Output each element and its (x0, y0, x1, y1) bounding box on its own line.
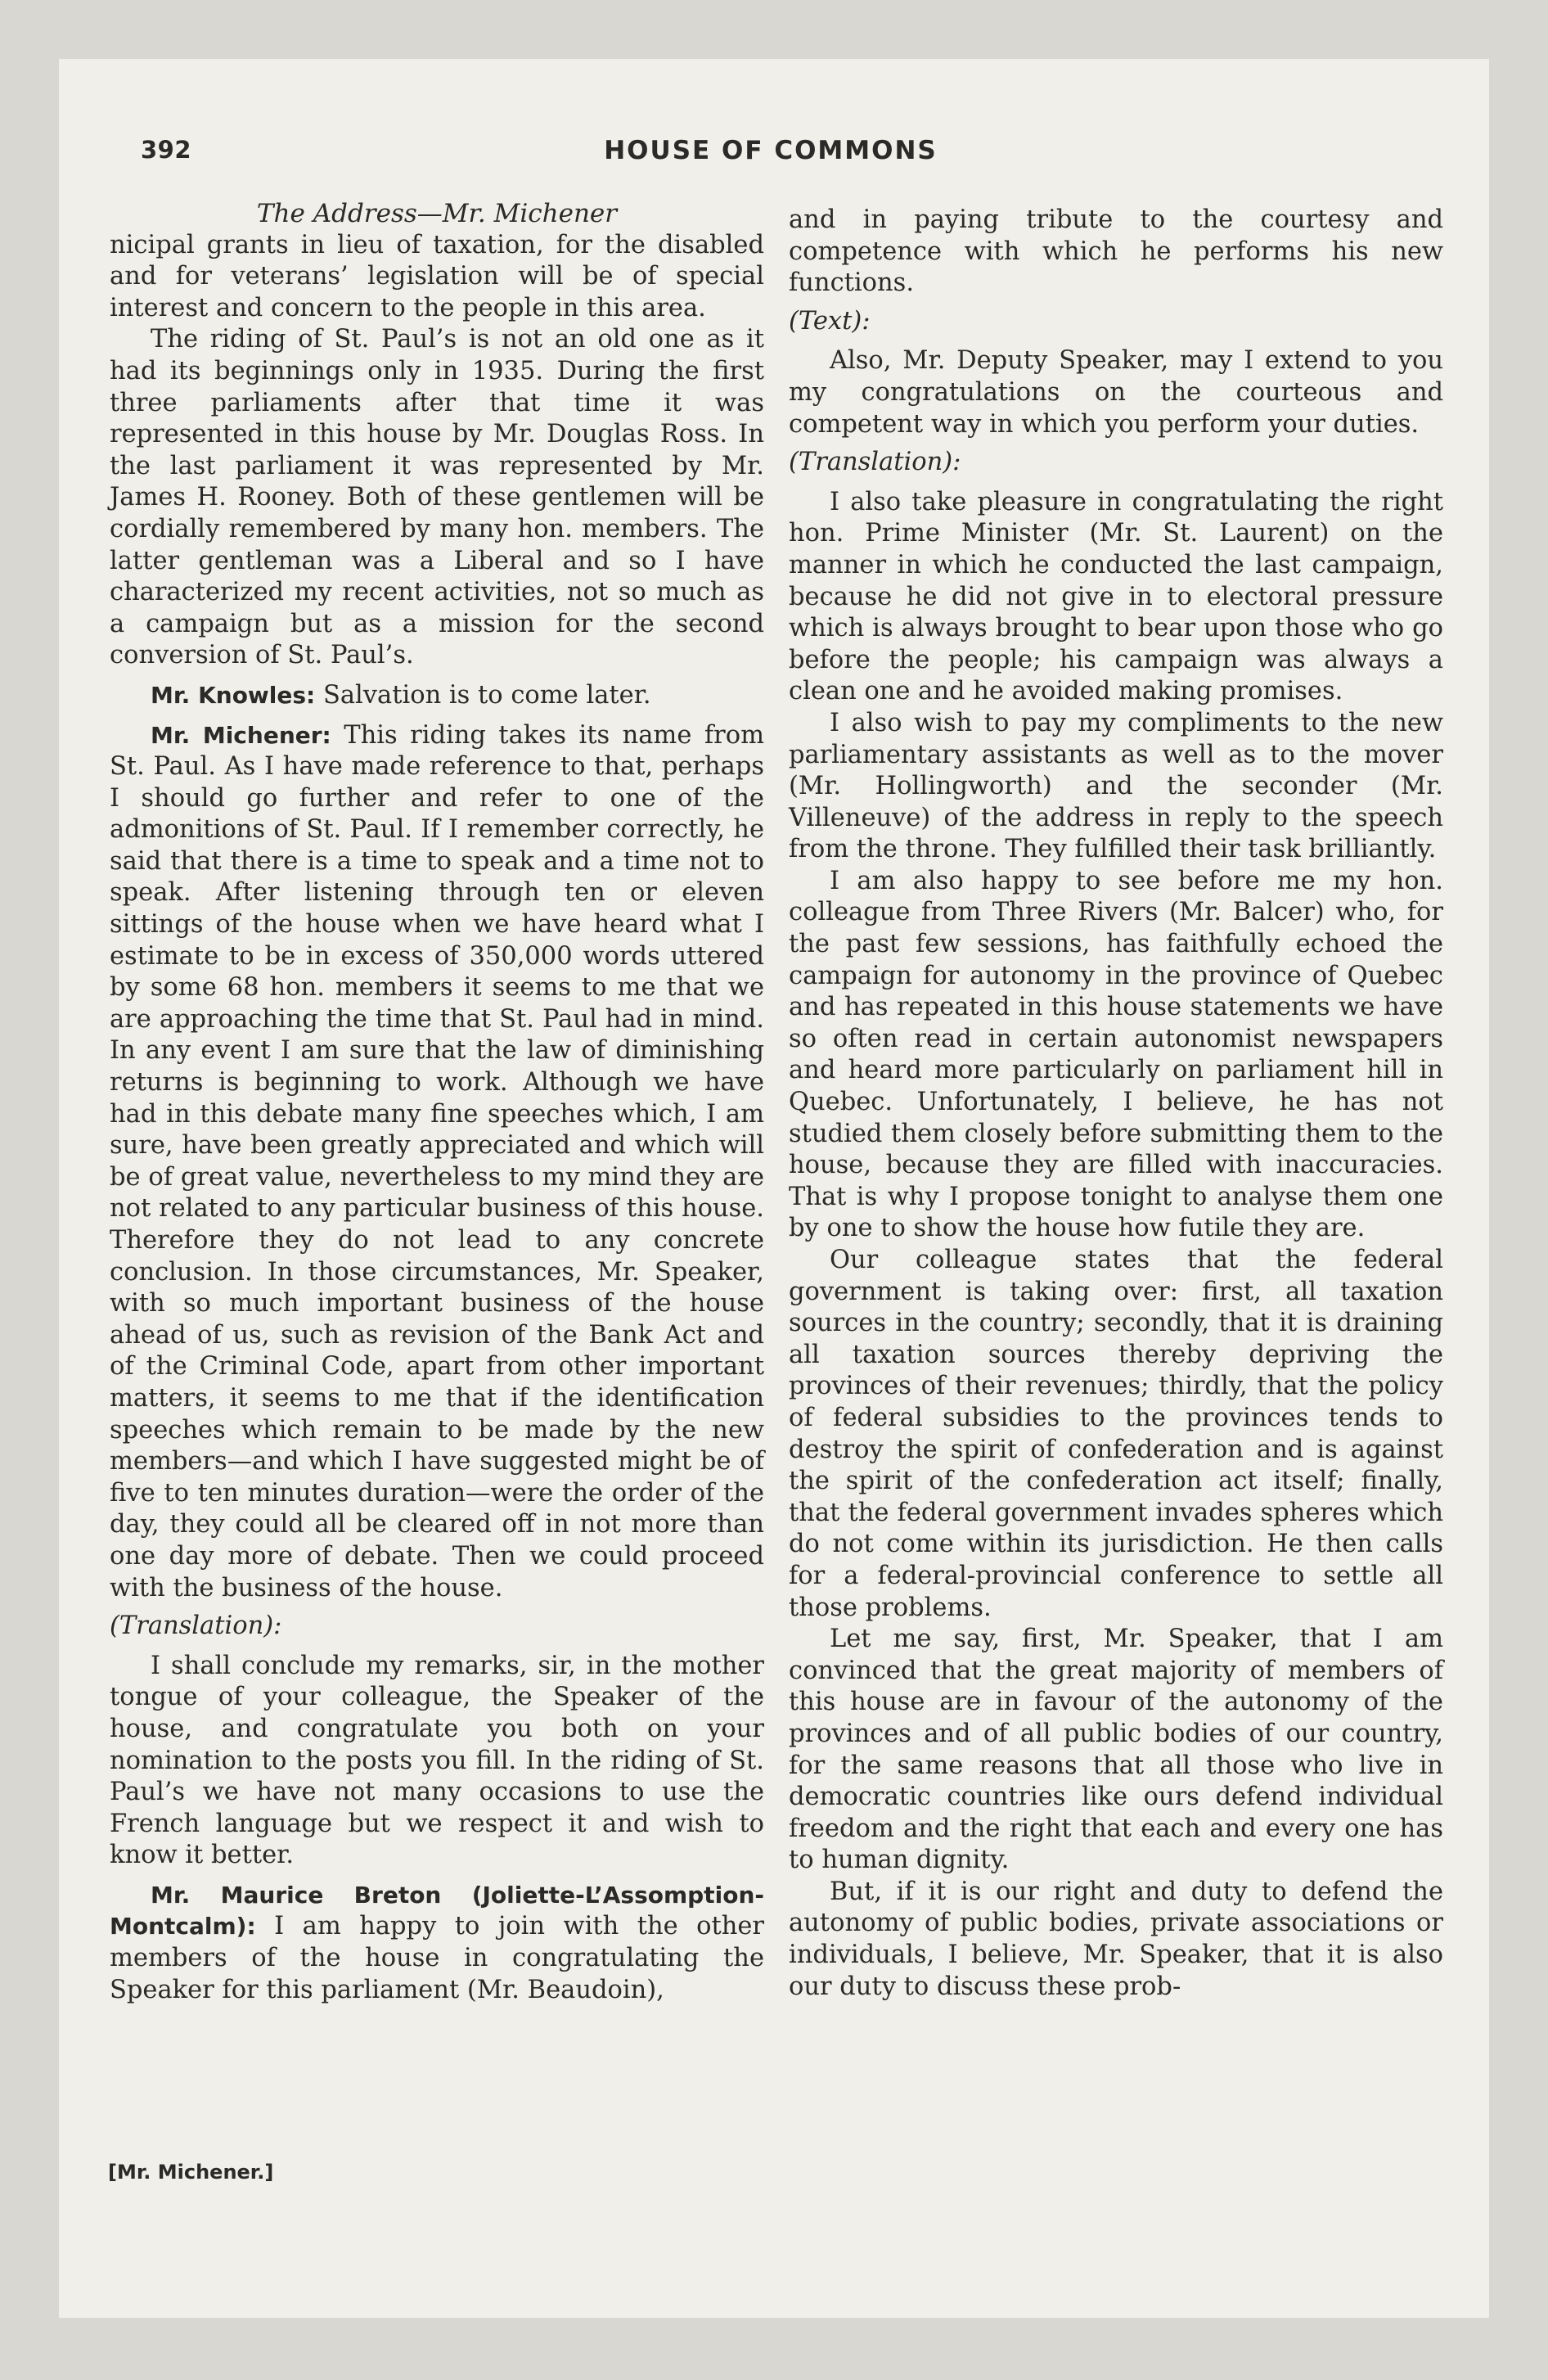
paragraph: Also, Mr. Deputy Speaker, may I extend to you my congratulations on the courteous and competent way in which you perform your duties. (789, 346, 1443, 439)
page-header (141, 131, 1401, 188)
section-subhead: The Address—Mr. Michener (256, 199, 618, 228)
footer-speaker-tag: [Mr. Michener.] (108, 2161, 274, 2184)
left-column (110, 198, 764, 2006)
paragraph: Let me say, first, Mr. Speaker, that I am convinced that the great majority of members of this house are in favour of the autonomy of the provinces and of all public bodies of our country, for the same reasons that all those who live in democratic countries like ours defend individual freedom and the right that each and every one has to human dignity. (789, 1625, 1443, 1875)
speaker-name: Mr. Maurice Breton (Joliette-L’Assomption-Montcalm): (110, 1881, 764, 1941)
paragraph: I also wish to pay my compliments to the new parliamentary assistants as well as to the mover (Mr. Hollingworth) and the seconder (Mr. Villeneuve) of the address in reply to the speech from the throne. They fulfilled their task brilliantly. (789, 708, 1443, 864)
speaker-name: Mr. Knowles: (151, 681, 316, 709)
paragraph: But, if it is our right and duty to defend the autonomy of public bodies, private associations or individuals, I believe, Mr. Speaker, that it is also our duty to discuss these prob- (789, 1877, 1443, 2001)
language-label: (Text): (789, 306, 871, 336)
left-column-body (110, 230, 764, 2007)
paragraph: I also take pleasure in congratulating the right hon. Prime Minister (Mr. St. Laurent) on the manner in which he conducted the last campaign, because he did not give in to electoral pressure which is always brought to bear upon those who go before the people; his campaign was always a clean one and he avoided making promises. (789, 487, 1443, 706)
running-head: HOUSE OF COMMONS (604, 136, 938, 165)
speech-text: I am happy to join with the other members of the house in congratulating the Speaker for this parliament (Mr. Beaudoin), (110, 1912, 764, 2004)
paragraph: I shall conclude my remarks, sir, in the mother tongue of your colleague, the Speaker of the house, and congratulate you both on your nomination to the posts you fill. In the riding of St. Paul’s we have not many occasions to use the French language but we respect it and wish to know it better. (110, 1651, 764, 1870)
paragraph: The riding of St. Paul’s is not an old one as it had its beginnings only in 1935. During the first three parliaments after that time it was represented in this house by Mr. Douglas Ross. In the last parliament it was represented by Mr. James H. Rooney. Both of these gentlemen will be cordially remembered by many hon. members. The latter gentleman was a Liberal and so I have characterized my recent activities, not so much as a campaign but as a mission for the second conversion of St. Paul’s. (110, 325, 764, 670)
right-column-body (789, 205, 1443, 2003)
speech-paragraph (110, 720, 764, 1605)
speech-paragraph (110, 1880, 764, 2006)
language-label: (Translation): (110, 1611, 282, 1641)
speech-text: This riding takes its name from St. Paul. As I have made reference to that, perhaps I should go further and refer to one of the admonitions of St. Paul. If I remember correctly, he said that there is a time to speak and a time not to speak. After listening through ten or eleven sittings of the house when we have heard what I estimate to be in excess of 350,000 words uttered by some 68 hon. members it seems to me that we are approaching the time that St. Paul had in mind. In any event I am sure that the law of diminishing returns is beginning to work. Although we have had in this debate many fine speeches which, I am sure, have been greatly appreciated and which will be of great value, nevertheless to my mind they are not related to any particular business of this house. Therefore they do not lead to any concrete conclusion. In those circumstances, Mr. Speaker, with so much important business of the house ahead of us, such as revision of the Bank Act and of the Criminal Code, apart from other important matters, it seems to me that if the identification speeches which remain to be made by the new members—and which I have suggested might be of five to ten minutes duration—were the order of the day, they could all be cleared off in not more than one day more of debate. Then we could proceed with the business of the house. (110, 720, 765, 1602)
speech-text: Salvation is to come later. (322, 680, 651, 710)
language-label: (Translation): (789, 448, 961, 477)
paragraph: I am also happy to see before me my hon. colleague from Three Rivers (Mr. Balcer) who, for the past few sessions, has faithfully echoed the campaign for autonomy in the province of Quebec and has repeated in this house statements we have so often read in certain autonomist newspapers and heard more particularly on parliament hill in Quebec. Unfortunately, I believe, he has not studied them closely before submitting them to the house, because they are filled with inaccuracies. That is why I propose tonight to analyse them one by one to show the house how futile they are. (789, 866, 1443, 1243)
right-column (789, 205, 1443, 2003)
page-sheet (59, 59, 1489, 2318)
speech-paragraph (110, 680, 764, 712)
page-number: 392 (141, 136, 192, 164)
paragraph: Our colleague states that the federal government is taking over: first, all taxation sources in the country; secondly, that it is draining all taxation sources thereby depriving the provinces of their revenues; thirdly, that the policy of federal subsidies to the provinces tends to destroy the spirit of confederation and is against the spirit of the confederation act itself; finally, that the federal government invades spheres which do not come within its jurisdiction. He then calls for a federal-provincial conference to settle all those problems. (789, 1246, 1443, 1622)
speaker-name: Mr. Michener: (151, 721, 331, 749)
paragraph-continuation: nicipal grants in lieu of taxation, for the disabled and for veterans’ legislation will be of special interest and concern to the people in this area. (110, 230, 764, 322)
paragraph-continuation: and in paying tribute to the courtesy and competence with which he performs his new functions. (789, 205, 1443, 298)
